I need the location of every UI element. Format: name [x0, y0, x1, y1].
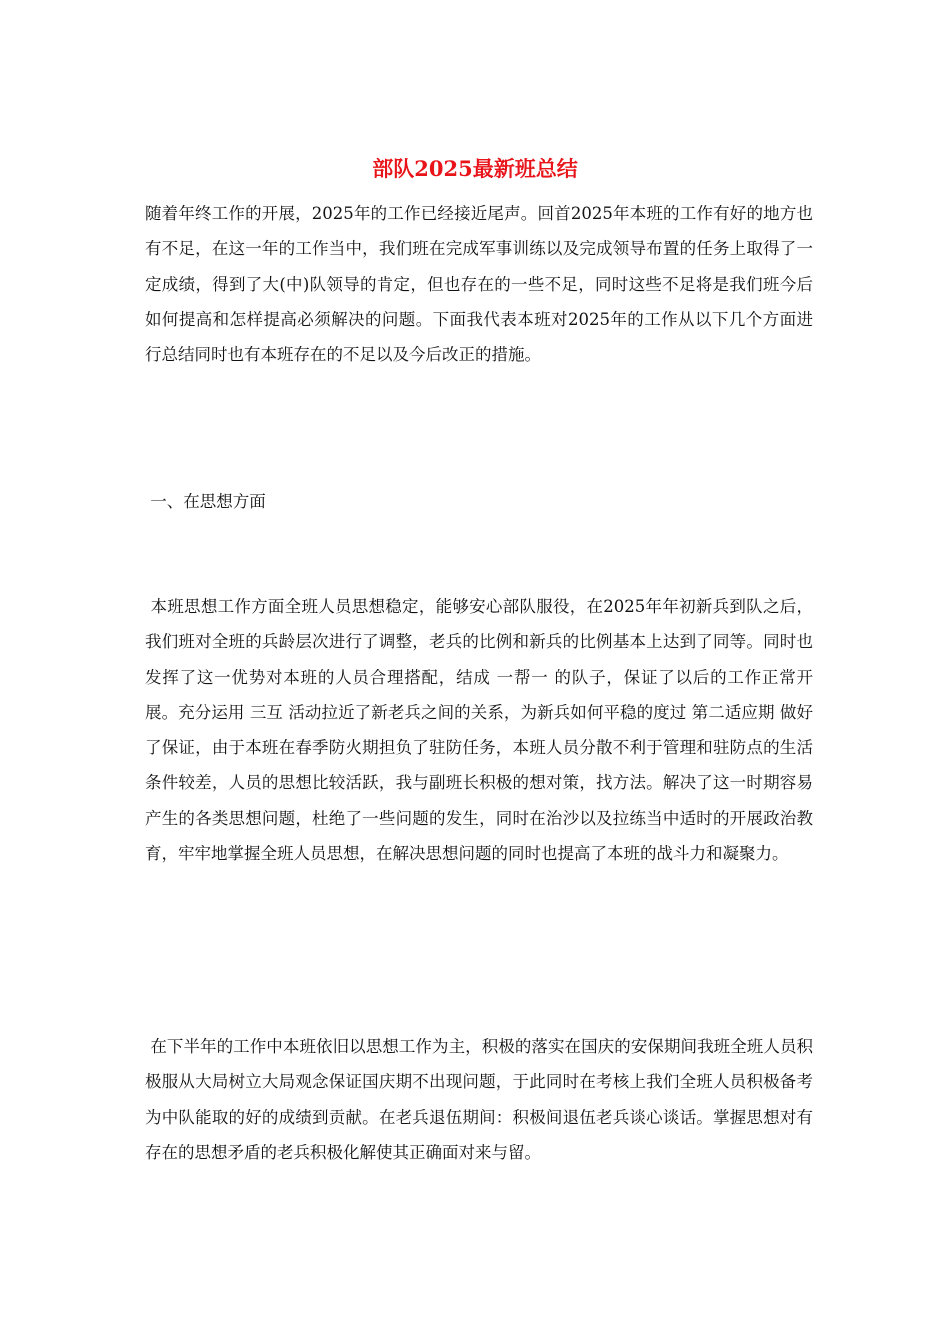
section-heading: 一、在思想方面 — [145, 492, 266, 511]
intro-paragraph: 随着年终工作的开展，2025年的工作已经接近尾声。回首2025年本班的工作有好的地方也有不足，在这一年的工作当中，我们班在完成军事训练以及完成领导布置的任务上取得了一定成绩，得到了大(中)队领导的肯定，但也存在的一些不足，同时这些不足将是我们班今后如何提高和怎样提高必须解决的问题。下面我代表本班对2025年的工作从以下几个方面进行总结同时也有本班存在的不足以及今后改正的措施。 — [145, 204, 813, 365]
body-paragraph: 在下半年的工作中本班依旧以思想工作为主，积极的落实在国庆的安保期间我班全班人员积极服从大局树立大局观念保证国庆期不出现问题，于此同时在考核上我们全班人员积极备考为中队能取的好的成绩到贡献。在老兵退伍期间：积极间退伍老兵谈心谈话。掌握思想对有存在的思想矛盾的老兵积极化解使其正确面对来与留。 — [145, 1037, 814, 1162]
body-paragraph: 本班思想工作方面全班人员思想稳定，能够安心部队服役，在2025年年初新兵到队之后，我们班对全班的兵龄层次进行了调整，老兵的比例和新兵的比例基本上达到了同等。同时也发挥了这一优势对本班的人员合理搭配，结成 一帮一 的队子，保证了以后的工作正常开展。充分运用 三互 活动拉近了新老兵之间的关系，为新兵如何平稳的度过 第二适应期 做好了保证，由于本班在春季防火期担负了驻防任务，本班人员分散不利于管理和驻防点的生活条件较差，人员的思想比较活跃，我与副班长积极的想对策，找方法。解决了这一时期容易产生的各类思想问题，杜绝了一些问题的发生，同时在治沙以及拉练当中适时的开展政治教育，牢牢地掌握全班人员思想，在解决思想问题的同时也提高了本班的战斗力和凝聚力。 — [145, 597, 813, 864]
document-title: 部队2025最新班总结 — [372, 156, 578, 181]
